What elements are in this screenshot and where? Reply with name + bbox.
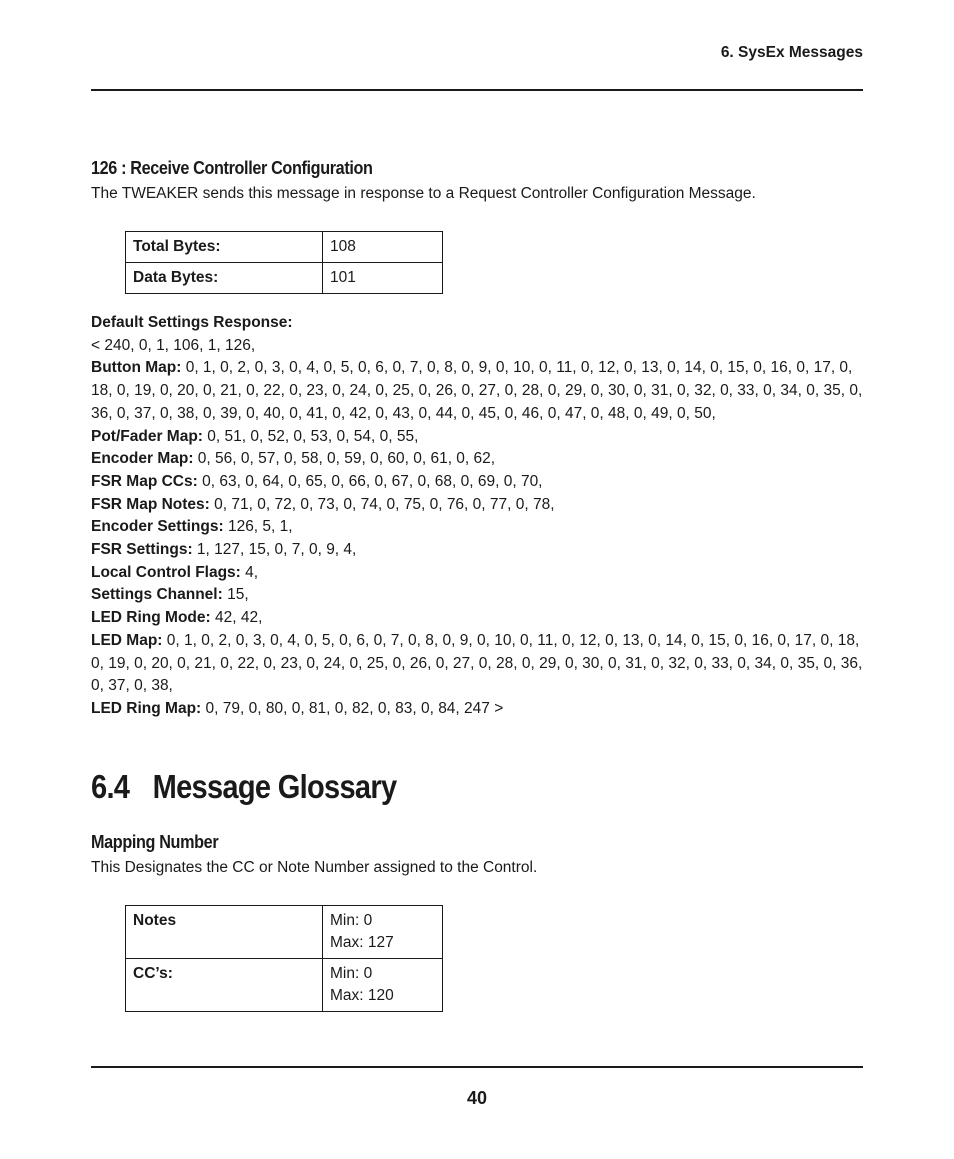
footer-rule: [91, 1066, 863, 1068]
map-pot-fader: Pot/Fader Map: 0, 51, 0, 52, 0, 53, 0, 54, 0, 55,: [91, 427, 419, 445]
data-bytes-value: 101: [323, 263, 443, 294]
ccs-range: [323, 959, 443, 1012]
table-row: [126, 959, 443, 1012]
table-row: [126, 906, 443, 959]
mapping-range-table: [125, 905, 443, 1012]
mapping-number-title: Mapping Number: [91, 832, 219, 852]
notes-range: [323, 906, 443, 959]
notes-max: Max: 127: [330, 934, 394, 951]
data-bytes-label: Data Bytes:: [126, 263, 323, 294]
total-bytes-value: 108: [323, 232, 443, 263]
ccs-min: Min: 0: [330, 965, 373, 982]
page-number: 40: [466, 1088, 488, 1108]
message-126-description: The TWEAKER sends this message in response to a Request Controller Configuration Message.: [91, 185, 756, 202]
section-title: Message Glossary: [152, 768, 397, 805]
led-ring-mode: LED Ring Mode: 42, 42,: [91, 609, 263, 627]
message-header-bytes: < 240, 0, 1, 106, 1, 126,: [91, 336, 256, 354]
map-led-ring: LED Ring Map: 0, 79, 0, 80, 0, 81, 0, 82, 0, 83, 0, 84, 247 >: [91, 699, 504, 717]
table-row: [126, 232, 443, 263]
default-settings-label: Default Settings Response:: [91, 314, 293, 331]
section-heading: [91, 768, 396, 806]
encoder-settings: Encoder Settings: 126, 5, 1,: [91, 518, 293, 536]
map-button: Button Map: 0, 1, 0, 2, 0, 3, 0, 4, 0, 5, 0, 6, 0, 7, 0, 8, 0, 9, 0, 10, 0, 11, 0, 12, 0, 13, 0, 14, 0, 15, 0, 16, 0, 17, 0, 18, 0, 19, 0, 20, 0, 21, 0, 22, 0, 23, 0, 24, 0, 25, 0, 26, 0, 27, 0, 28, 0, 29, 0, 30, 0, 31, 0, 32, 0, 33, 0, 34, 0, 35, 0, 36, 0, 37, 0, 38, 0, 39, 0, 40, 0, 41, 0, 42, 0, 43, 0, 44, 0, 45, 0, 46, 0, 47, 0, 48, 0, 49, 0, 50,: [91, 359, 863, 422]
section-number: 6.4: [91, 768, 130, 805]
local-control-flags: Local Control Flags: 4,: [91, 563, 259, 581]
running-header: 6. SysEx Messages: [720, 44, 863, 61]
settings-channel: Settings Channel: 15,: [91, 586, 249, 604]
fsr-settings: FSR Settings: 1, 127, 15, 0, 7, 0, 9, 4,: [91, 541, 357, 559]
default-settings-response: [91, 312, 869, 721]
message-126-title: 126 : Receive Controller Configuration: [91, 158, 373, 178]
map-fsr-notes: FSR Map Notes: 0, 71, 0, 72, 0, 73, 0, 74, 0, 75, 0, 76, 0, 77, 0, 78,: [91, 495, 555, 513]
mapping-number-description: This Designates the CC or Note Number assigned to the Control.: [91, 859, 538, 876]
total-bytes-label: Total Bytes:: [126, 232, 323, 263]
map-led: LED Map: 0, 1, 0, 2, 0, 3, 0, 4, 0, 5, 0, 6, 0, 7, 0, 8, 0, 9, 0, 10, 0, 11, 0, 12, 0, 13, 0, 14, 0, 15, 0, 16, 0, 17, 0, 18, 0, 19, 0, 20, 0, 21, 0, 22, 0, 23, 0, 24, 0, 25, 0, 26, 0, 27, 0, 28, 0, 29, 0, 30, 0, 31, 0, 32, 0, 33, 0, 34, 0, 35, 0, 36, 0, 37, 0, 38,: [91, 631, 863, 695]
notes-min: Min: 0: [330, 912, 373, 929]
map-encoder: Encoder Map: 0, 56, 0, 57, 0, 58, 0, 59, 0, 60, 0, 61, 0, 62,: [91, 450, 496, 468]
header-rule: [91, 89, 863, 91]
map-fsr-ccs: FSR Map CCs: 0, 63, 0, 64, 0, 65, 0, 66, 0, 67, 0, 68, 0, 69, 0, 70,: [91, 472, 543, 490]
notes-label: Notes: [126, 906, 323, 959]
table-row: [126, 263, 443, 294]
ccs-label: CC’s:: [126, 959, 323, 1012]
byte-count-table: [125, 231, 443, 294]
ccs-max: Max: 120: [330, 987, 394, 1004]
